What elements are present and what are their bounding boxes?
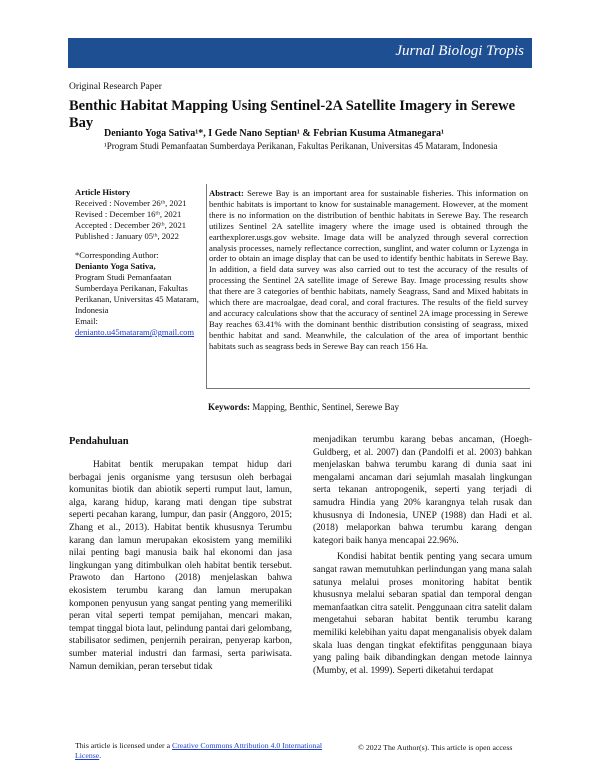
paragraph: Habitat bentik merupakan tempat hidup dari berbagai jenis organisme yang tersusun oleh berbagai komunitas biotik dan abiotik seperti rumput laut, lamun, alga, karang hidup, karang mati dengan tipe substrat seperti pecahan karang, lumpur, dan pasir (Anggoro, 2015; Zhang et al., 2013). Habitat bentik khususnya Terumbu karang dan lamun merupakan ekosistem yang memiliki nilai penting bagi manusia baik hal ekonomi dan jasa lingkungan yang ditimbulkan oleh habitat bentik tersebut. Prawoto dan Hartono (2018) menjelaskan bahwa ekosistem terumbu karang dan lamun merupakan komponen penyusun yang sangat penting yang memeriliki peran vital seperti tempat pemijahan, mencari makan, tempat tinggal biota laut, pelindung pantai dari gelombang, stabilisator sedimen, penjernih perairan, penyerap karbon, sumber material industri dan farmasi, serta pariwisata. Namun demikian, peran tersebut tidak bbox=[69, 460, 292, 672]
journal-name: Jurnal Biologi Tropis bbox=[395, 43, 524, 59]
license-link[interactable]: Creative Commons Attribution 4.0 International License bbox=[75, 741, 323, 760]
author-affiliation: ¹Program Studi Pemanfaatan Sumberdaya Perikanan, Fakultas Perikanan, Universitas 45 Mataram, Indonesia bbox=[104, 141, 498, 151]
corresponding-name: Denianto Yoga Sativa, bbox=[75, 261, 156, 271]
history-published: Published : January 05ᵗʰ, 2022 bbox=[75, 231, 179, 241]
history-title: Article History bbox=[75, 187, 131, 197]
abstract-label: Abstract: bbox=[209, 188, 244, 198]
article-title: Benthic Habitat Mapping Using Sentinel-2A Satellite Imagery in Serewe Bay bbox=[69, 98, 516, 131]
keywords bbox=[208, 402, 528, 412]
author-list: Denianto Yoga Sativa¹*, I Gede Nano Septian¹ & Febrian Kusuma Atmanegara¹ bbox=[104, 128, 445, 139]
license-notice bbox=[75, 741, 335, 761]
paragraph: Kondisi habitat bentik penting yang secara umum sangat rawan memutuhkan perlindungan yang mana salah satunya melalui proses monitoring habitat bentik khususnya melalui sebaran spatial dan temporal dengan memanfaatkan citra satelit. Penggunaan citra satelit dalam mengetahui sebaran habitat bentik terumbu karang memiliki kelebihan yaitu dapat menganalisis obyek dalam skala luas dengan tingkat efektifitas penggunaan biaya yang paling baik dibandingkan dengan metode lainnya (Mumby, et al. 1999). Seperti diketahui terdapat bbox=[313, 552, 532, 676]
left-column bbox=[69, 459, 292, 673]
corresponding-label: *Corresponding Author: bbox=[75, 250, 159, 260]
history-accepted: Accepted : December 26ᵗʰ, 2021 bbox=[75, 220, 187, 230]
right-column bbox=[313, 434, 532, 677]
abstract bbox=[206, 184, 530, 389]
paragraph: menjadikan terumbu karang bebas ancaman, (Hoegh-Guldberg, et al. 2007) dan (Pandolfi et al. 2003) bahkan menjelaskan bahwa terumbu karang di dunia saat ini mengalami ancaman dari sejumlah masalah lingkungan serta tekanan antropogenik, seperti yang terjadi di samudra Hindia yang 20% karangnya telah rusak dan khususnya di Indonesia, UNEP (1988) dan Hadi et al. (2018) melaporkan bahwa terumbu karang dengan kategori baik hanya mencapai 22.96%. bbox=[313, 435, 532, 546]
history-received: Received : November 26ᵗʰ, 2021 bbox=[75, 198, 187, 208]
corresponding-address: Program Studi Pemanfaatan Sumberdaya Perikanan, Fakultas Perikanan, Universitas 45 Mataram, Indonesia bbox=[75, 272, 199, 315]
corresponding-email-link[interactable]: denianto.u45mataram@gmail.com bbox=[75, 327, 195, 337]
keywords-text: Mapping, Benthic, Sentinel, Serewe Bay bbox=[252, 402, 399, 412]
license-suffix: . bbox=[99, 751, 102, 760]
article-type: Original Research Paper bbox=[69, 82, 162, 92]
history-revised: Revised : December 16ᵗʰ, 2021 bbox=[75, 209, 182, 219]
journal-banner bbox=[68, 38, 532, 68]
copyright-notice: © 2022 The Author(s). This article is open access bbox=[358, 743, 513, 752]
license-prefix: This article is licensed under a bbox=[75, 741, 172, 750]
keywords-label: Keywords: bbox=[208, 402, 250, 412]
section-title: Pendahuluan bbox=[69, 436, 129, 447]
article-history bbox=[75, 187, 205, 338]
email-label: Email: bbox=[75, 316, 98, 326]
abstract-text: Serewe Bay is an important area for sustainable fisheries. This information on benthic habitats is important to know for sustainable management. However, at the moment there is no information on the distribution of benthic habitats in Serewe Bay. The research utilizes Sentinel 2A satellite imagery where the image used is obtained through the earthexplorer.usgs.gov website. Image data will be analyzed through several correction analysis processes, namely reflectance correction, sunglint, and water column or Lyzenga in order to obtain an image display that can be used to identify benthic habitats in Serewe Bay. In addition, a field data survey was also carried out to test the accuracy of the results of processing the Sentinel 2A satellite image of Serewe Bay. Image processing results show that there are 3 categories of benthic habitats, namely Seagrass, Sand and Mixed habitats in which there are macroalgae, dead coral, and coral fractures. The results of the field survey and accuracy calculations show that the accuracy of sentinel 2A image processing in Serewe Bay reaches 63.41% with the dominant benthic distribution consisting of seagrass, mixed benthic habitat and sand. Meanwhile, the calculation of the area of important benthic habitats such as seagrass beds in Serewe Bay can reach 156 Ha. bbox=[209, 188, 528, 351]
